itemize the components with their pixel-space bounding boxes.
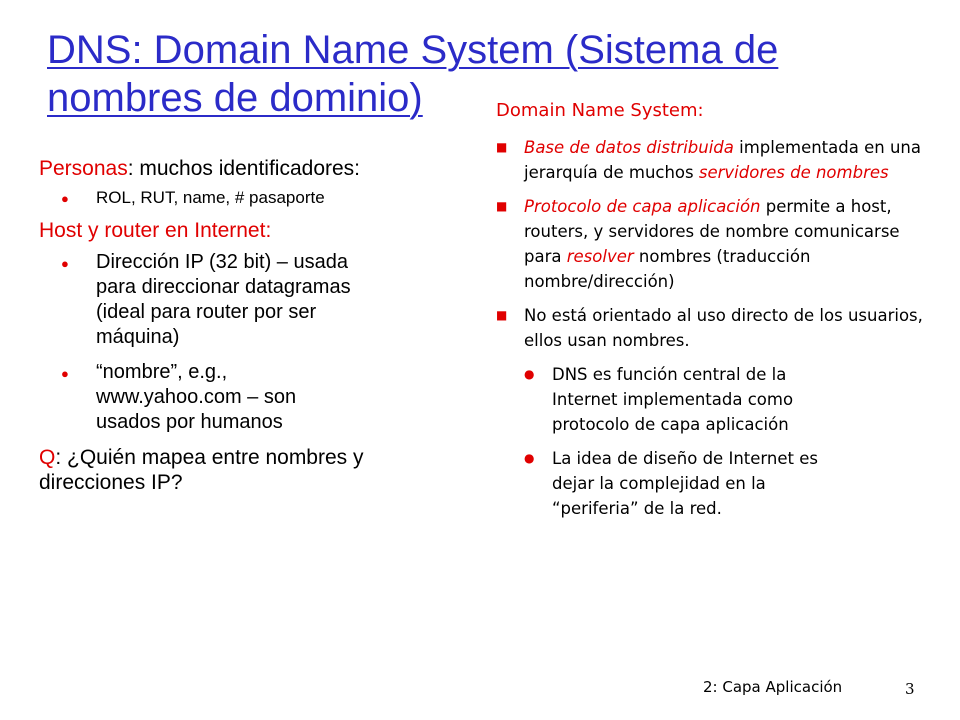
round-bullet-icon: ● — [524, 451, 535, 465]
right-bullet-2-text — [524, 194, 936, 294]
page-number: 3 — [905, 680, 915, 698]
plain-text: permite a host, routers, y servidores de nombre comunicarse para — [524, 197, 900, 266]
right-sub-bullet-2 — [524, 446, 936, 521]
round-bullet-icon: ● — [524, 367, 535, 381]
host-paragraph — [39, 218, 449, 243]
right-bullet-3 — [496, 303, 936, 353]
personas-label: Personas — [39, 157, 128, 180]
em-text: servidores de nombres — [698, 163, 889, 182]
plain-text: nombres (traducción nombre/dirección) — [524, 247, 811, 291]
slide-title: DNS: Domain Name System (Sistema de nombres de dominio) — [47, 28, 779, 120]
ip-sub-item — [61, 250, 449, 350]
right-bullet-3-text: No está orientado al uso directo de los usuarios, ellos usan nombres. — [524, 306, 923, 350]
personas-paragraph — [39, 156, 449, 181]
right-sub-bullet-2-text: La idea de diseño de Internet es dejar la complejidad en la “periferia” de la red. — [552, 449, 818, 518]
right-bullet-2 — [496, 194, 936, 294]
nombre-sub-text: “nombre”, e.g., www.yahoo.com – son usados por humanos — [96, 361, 297, 433]
footer-chapter-label: 2: Capa Aplicación — [703, 678, 843, 696]
host-label: Host y router en Internet — [39, 219, 266, 242]
right-column — [496, 98, 936, 530]
em-text: Protocolo de capa aplicación — [524, 197, 761, 216]
ip-sub-text: Dirección IP (32 bit) – usada para direccionar datagramas (ideal para router por ser máquina) — [96, 251, 351, 348]
right-bullet-1-text — [524, 135, 936, 185]
square-bullet-icon: ■ — [496, 199, 508, 213]
host-colon: : — [265, 219, 272, 242]
dns-heading: Domain Name System: — [496, 100, 704, 121]
square-bullet-icon: ■ — [496, 308, 508, 322]
em-text: resolver — [566, 247, 634, 266]
right-sub-bullet-1-text: DNS es función central de la Internet implementada como protocolo de capa aplicación — [552, 365, 794, 434]
question-paragraph — [39, 445, 439, 495]
bullet-icon: ● — [61, 256, 69, 271]
left-column — [39, 156, 449, 495]
question-label: Q — [39, 446, 56, 469]
right-bullet-1 — [496, 135, 936, 185]
right-sub-bullet-1 — [524, 362, 936, 437]
nombre-sub-item — [61, 360, 449, 435]
em-text: Base de datos distribuida — [524, 138, 734, 157]
personas-sub-text: ROL, RUT, name, # pasaporte — [96, 188, 325, 207]
personas-text: : muchos identificadores: — [127, 157, 361, 180]
plain-text: implementada en una jerarquía de muchos — [524, 138, 921, 182]
square-bullet-icon: ■ — [496, 140, 508, 154]
bullet-icon: ● — [61, 366, 69, 381]
bullet-icon: ● — [61, 191, 69, 206]
personas-sub-item — [61, 187, 449, 209]
question-text: : ¿Quién mapea entre nombres y direcciones IP? — [39, 446, 364, 494]
